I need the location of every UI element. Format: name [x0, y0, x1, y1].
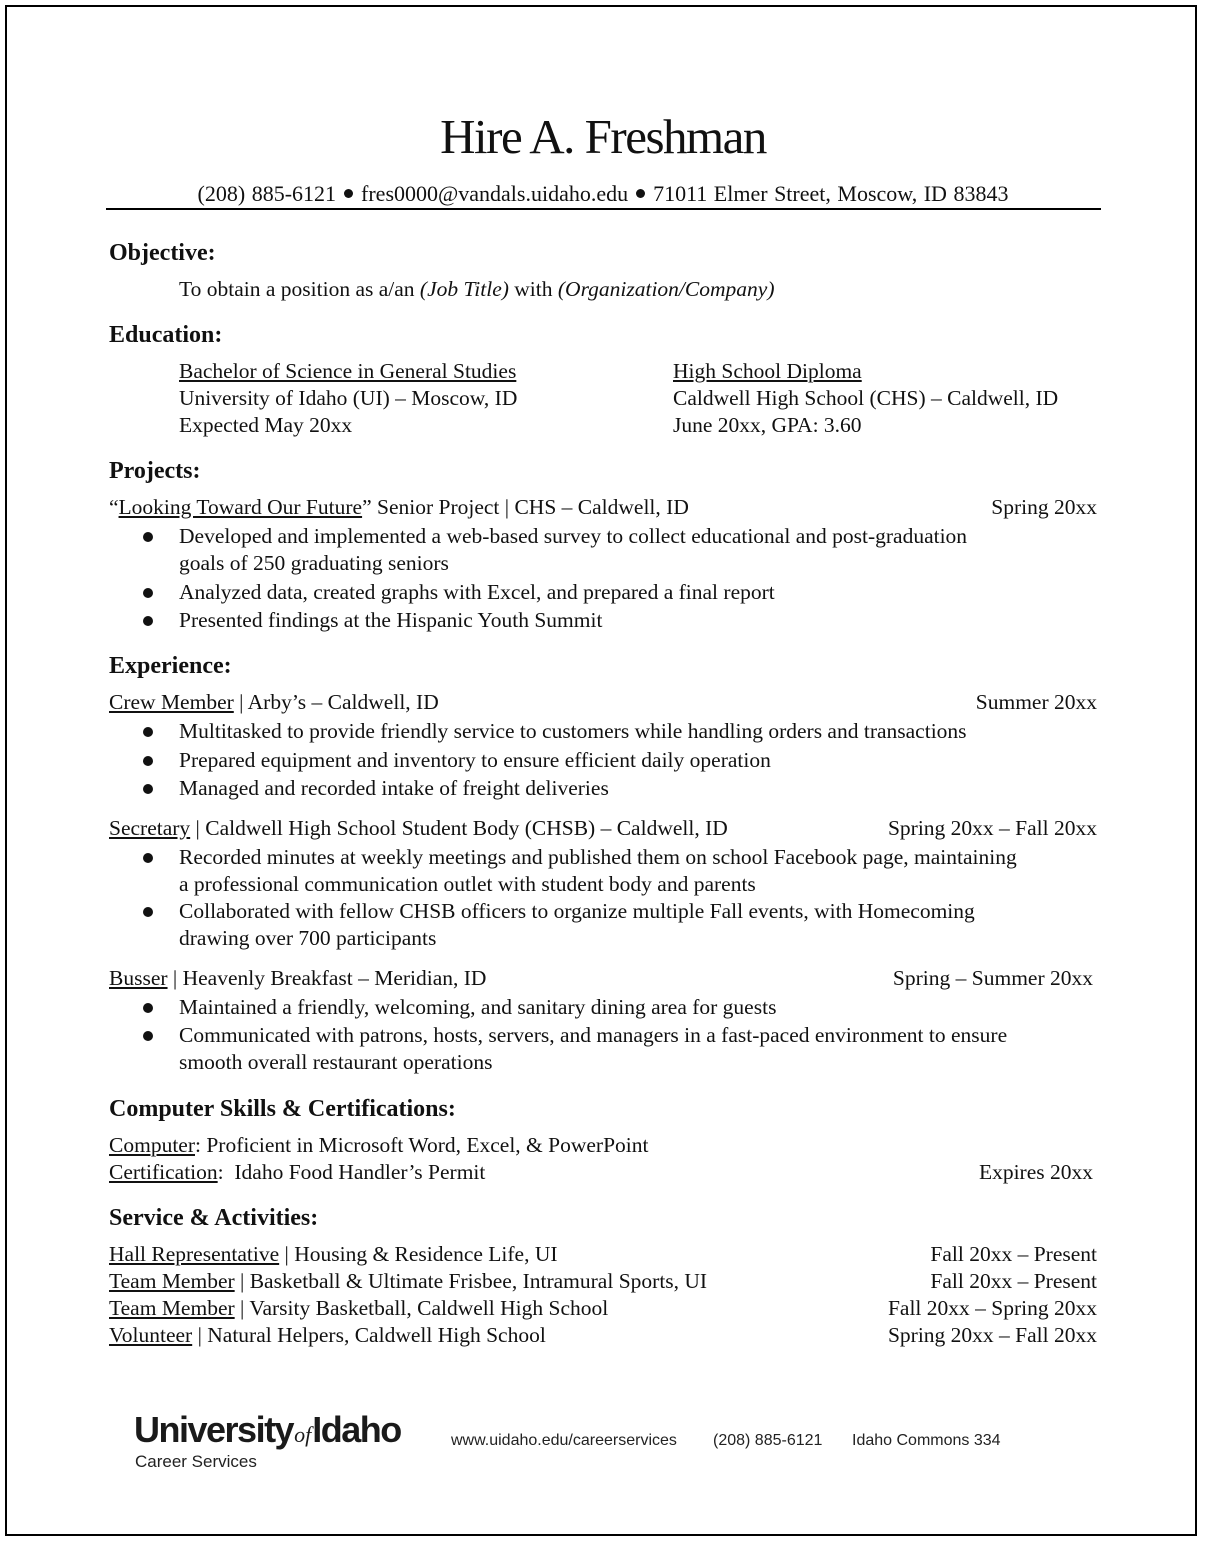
resume-name: Hire A. Freshman — [440, 109, 766, 164]
experience-title-line: Crew Member | Arby’s – Caldwell, ID — [109, 690, 439, 714]
bullet-icon — [143, 532, 153, 542]
section-heading-experience: Experience: — [109, 653, 232, 679]
bullet-dot-icon — [636, 189, 645, 198]
skills-certification: Certification: Idaho Food Handler’s Permit — [109, 1160, 486, 1184]
education-school-left: University of Idaho (UI) – Moscow, ID — [179, 386, 518, 410]
objective-text: To obtain a position as a/an (Job Title) with (Organization/Company) — [179, 277, 775, 301]
experience-title-line: Busser | Heavenly Breakfast – Meridian, ID — [109, 966, 487, 990]
service-date: Fall 20xx – Present — [930, 1242, 1097, 1266]
list-item: Managed and recorded intake of freight deliveries — [179, 776, 609, 800]
experience-date: Spring 20xx – Fall 20xx — [887, 816, 1097, 840]
bullet-icon — [143, 907, 153, 917]
section-heading-education: Education: — [109, 322, 223, 348]
logo-subtitle: Career Services — [135, 1452, 257, 1471]
certification-date: Expires 20xx — [978, 1160, 1093, 1184]
list-item: Collaborated with fellow CHSB officers to organize multiple Fall events, with Homecoming — [179, 899, 975, 923]
bullet-icon — [143, 853, 153, 863]
footer-website: www.uidaho.edu/careerservices — [451, 1432, 677, 1449]
section-heading-service: Service & Activities: — [109, 1205, 319, 1231]
education-degree-left: Bachelor of Science in General Studies — [179, 359, 517, 383]
bullet-icon — [143, 756, 153, 766]
service-item: Team Member | Basketball & Ultimate Frisbee, Intramural Sports, UI — [109, 1269, 708, 1293]
header-divider — [106, 208, 1101, 210]
footer-location: Idaho Commons 334 — [852, 1432, 1001, 1449]
service-item: Hall Representative | Housing & Residence Life, UI — [109, 1242, 558, 1266]
education-date-right: June 20xx, GPA: 3.60 — [673, 413, 862, 437]
contact-line — [0, 181, 1206, 207]
list-item: Analyzed data, created graphs with Excel, and prepared a final report — [179, 580, 775, 604]
bullet-icon — [143, 1003, 153, 1013]
skills-computer: Computer: Proficient in Microsoft Word, Excel, & PowerPoint — [109, 1133, 649, 1157]
service-item: Team Member | Varsity Basketball, Caldwell High School — [109, 1296, 609, 1320]
bullet-icon — [143, 784, 153, 794]
list-item: Communicated with patrons, hosts, servers, and managers in a fast-paced environment to ensure — [179, 1023, 1008, 1047]
list-item: Multitasked to provide friendly service to customers while handling orders and transactions — [179, 719, 967, 743]
service-date: Spring 20xx – Fall 20xx — [887, 1323, 1097, 1347]
education-degree-right: High School Diploma — [673, 359, 862, 383]
list-item-continued: drawing over 700 participants — [179, 926, 437, 950]
bullet-icon — [143, 616, 153, 626]
bullet-icon — [143, 727, 153, 737]
contact-email: fres0000@vandals.uidaho.edu — [361, 181, 629, 206]
service-date: Fall 20xx – Spring 20xx — [887, 1296, 1097, 1320]
list-item-continued: a professional communication outlet with student body and parents — [179, 872, 756, 896]
education-date-left: Expected May 20xx — [179, 413, 353, 437]
education-school-right: Caldwell High School (CHS) – Caldwell, ID — [673, 386, 1059, 410]
list-item: Prepared equipment and inventory to ensure efficient daily operation — [179, 748, 771, 772]
service-date: Fall 20xx – Present — [930, 1269, 1097, 1293]
bullet-icon — [143, 1031, 153, 1041]
service-item: Volunteer | Natural Helpers, Caldwell High School — [109, 1323, 546, 1347]
university-logo: UniversityofIdaho — [134, 1409, 401, 1450]
footer-phone: (208) 885-6121 — [713, 1432, 823, 1449]
section-heading-objective: Objective: — [109, 240, 216, 266]
experience-date: Summer 20xx — [975, 690, 1097, 714]
list-item: Developed and implemented a web-based survey to collect educational and post-graduation — [179, 524, 968, 548]
list-item: Recorded minutes at weekly meetings and published them on school Facebook page, maintaining — [179, 845, 1017, 869]
contact-phone: (208) 885-6121 — [197, 181, 337, 206]
bullet-dot-icon — [344, 189, 353, 198]
project-date: Spring 20xx — [991, 495, 1097, 519]
contact-address: 71011 Elmer Street, Moscow, ID 83843 — [653, 181, 1009, 206]
list-item-continued: smooth overall restaurant operations — [179, 1050, 493, 1074]
list-item-continued: goals of 250 graduating seniors — [179, 551, 449, 575]
section-heading-projects: Projects: — [109, 458, 201, 484]
experience-title-line: Secretary | Caldwell High School Student Body (CHSB) – Caldwell, ID — [109, 816, 728, 840]
bullet-icon — [143, 588, 153, 598]
section-heading-skills: Computer Skills & Certifications: — [109, 1096, 456, 1122]
list-item: Presented findings at the Hispanic Youth Summit — [179, 608, 603, 632]
experience-date: Spring – Summer 20xx — [892, 966, 1093, 990]
project-title-line: “Looking Toward Our Future” Senior Project | CHS – Caldwell, ID — [109, 495, 689, 519]
list-item: Maintained a friendly, welcoming, and sanitary dining area for guests — [179, 995, 777, 1019]
